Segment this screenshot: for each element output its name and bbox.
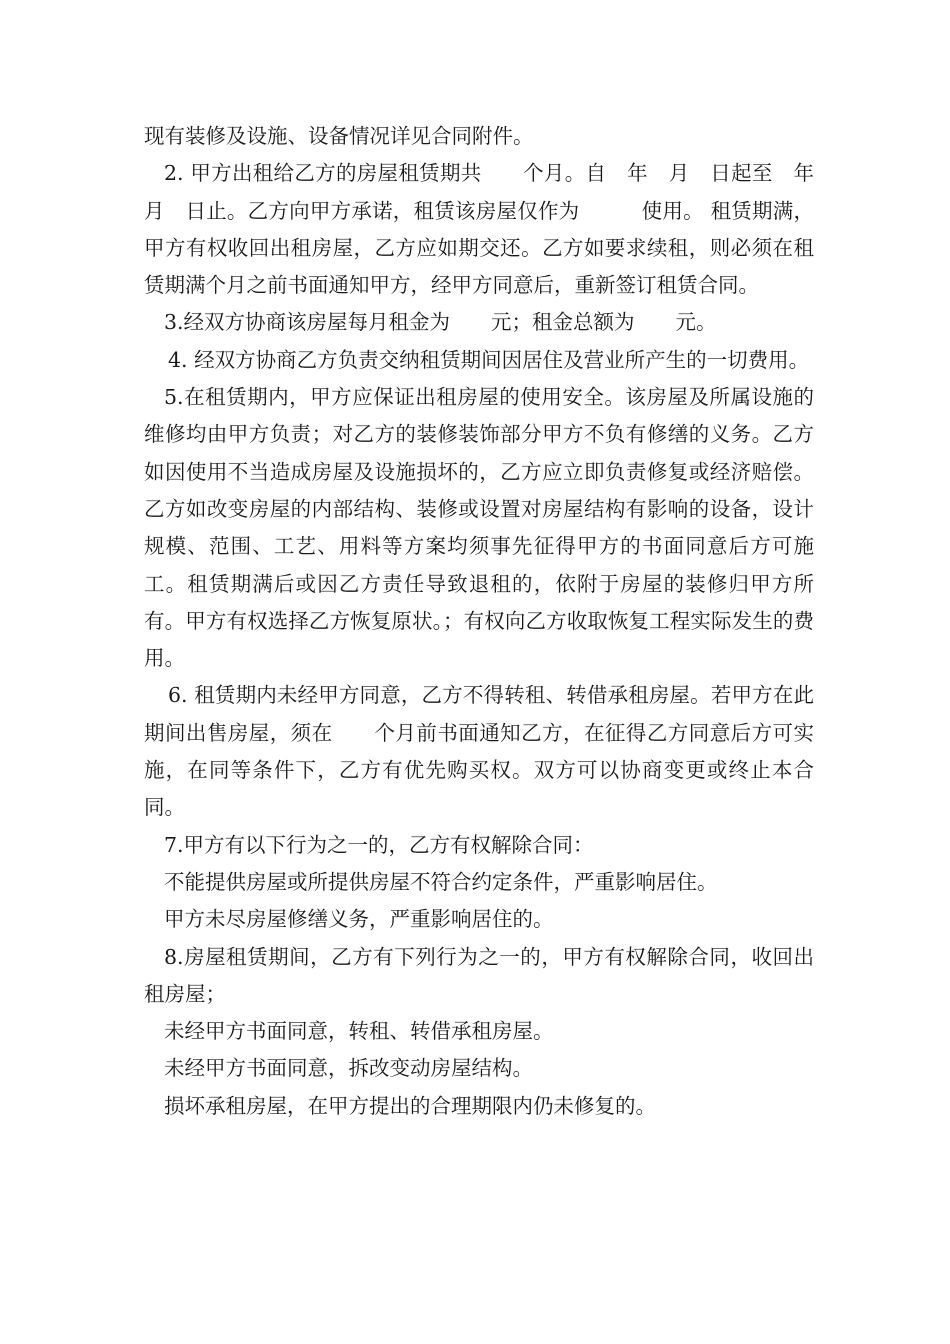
- paragraph-clause-8-item-2: 未经甲方书面同意，拆改变动房屋结构。: [164, 1056, 533, 1081]
- paragraph-clause-7: 7.甲方有以下行为之一的，乙方有权解除合同：: [164, 832, 594, 857]
- paragraph-clause-4: 4. 经双方协商乙方负责交纳租赁期间因居住及营业所产生的一切费用。: [168, 347, 810, 372]
- paragraph-clause-5: 5.在租赁期内，甲方应保证出租房屋的使用安全。该房屋及所属设施的维修均由甲方负责；对乙方的装修装饰部分甲方不负有修缮的义务。乙方如因使用不当造成房屋及设施损坏的，乙方应立即负责修复或经济赔偿。乙方如改变房屋的内部结构、装修或设置对房屋结构有影响的设备，设计规模、范围、工艺、用料等方案均须事先征得甲方的书面同意后方可施工。租赁期满后或因乙方责任导致退租的，依附于房屋的装修归甲方所有。甲方有权选择乙方恢复原状。；有权向乙方收取恢复工程实际发生的费用。: [144, 385, 814, 671]
- contract-body: [144, 118, 835, 1125]
- paragraph-clause-8: 8.房屋租赁期间，乙方有下列行为之一的，甲方有权解除合同，收回出租房屋；: [144, 944, 814, 1006]
- paragraph-clause-6: 6. 租赁期内未经甲方同意，乙方不得转租、转借承租房屋。若甲方在此期间出售房屋，须在 个月前书面通知乙方，在征得乙方同意后方可实施，在同等条件下，乙方有优先购买权。双方可以协商变更或终止本合同。: [144, 683, 814, 820]
- paragraph-facilities: 现有装修及设施、设备情况详见合同附件。: [144, 124, 534, 148]
- paragraph-clause-7-item-2: 甲方未尽房屋修缮义务，严重影响居住的。: [164, 907, 554, 932]
- paragraph-clause-8-item-1: 未经甲方书面同意，转租、转借承租房屋。: [164, 1019, 554, 1044]
- paragraph-clause-7-item-1: 不能提供房屋或所提供房屋不符合约定条件，严重影响居住。: [164, 869, 718, 894]
- paragraph-clause-3: 3.经双方协商该房屋每月租金为 元；租金总额为 元。: [164, 310, 717, 335]
- paragraph-clause-8-item-3: 损坏承租房屋，在甲方提出的合理期限内仍未修复的。: [164, 1093, 656, 1118]
- paragraph-clause-2: 2. 甲方出租给乙方的房屋租赁期共 个月。自 年 月 日起至 年 月 日止。乙方向甲方承诺，租赁该房屋仅作为 使用。 租赁期满，甲方有权收回出租房屋，乙方应如期交还。乙方如要求续租，则必须在租赁期满个月之前书面通知甲方，经甲方同意后，重新签订租赁合同。: [144, 161, 835, 298]
